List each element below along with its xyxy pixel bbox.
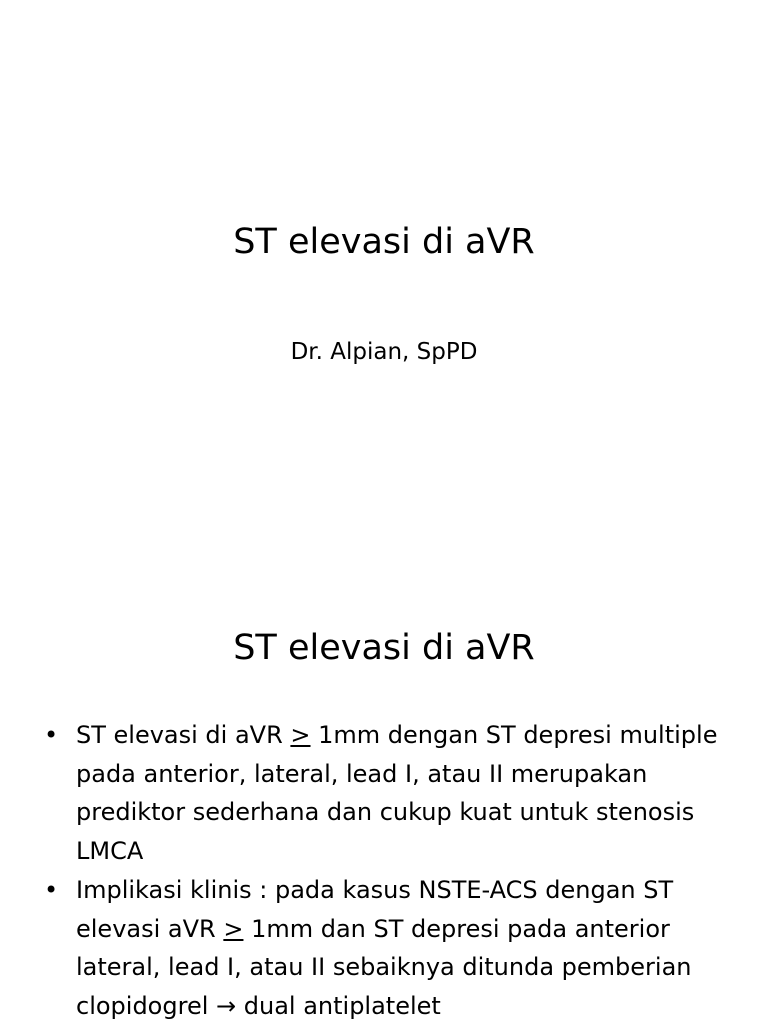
bullet-item-1: [44, 716, 734, 870]
slide-subtitle-author: Dr. Alpian, SpPD: [290, 339, 478, 365]
content-slide: [0, 576, 768, 1024]
bullet-text-start: Implikasi klinis : pada kasus NSTE-ACS dengan ST elevasi aVR: [76, 876, 674, 943]
bullet-text-middle: 1mm dan ST depresi pada anterior lateral, lead I, atau II sebaiknya ditunda pemberian clopidogrel: [76, 914, 692, 1020]
slide-title: ST elevasi di aVR: [233, 222, 535, 262]
bullet-text-start: ST elevasi di aVR: [76, 721, 291, 749]
greater-equal-symbol: >: [290, 721, 311, 749]
bullet-list: [44, 716, 734, 1024]
right-arrow-icon: →: [216, 991, 237, 1020]
slide-title: ST elevasi di aVR: [233, 628, 535, 668]
bullet-dot-icon: •: [44, 721, 59, 749]
bullet-text-end: dual antiplatelet: [236, 991, 441, 1020]
bullet-text-end: 1mm dengan ST depresi multiple pada anterior, lateral, lead I, atau II merupakan prediktor sederhana dan cukup kuat untuk stenosis LMCA: [76, 721, 718, 865]
greater-equal-symbol: >: [223, 914, 244, 943]
bullet-item-2: [44, 871, 734, 1024]
bullet-dot-icon: •: [44, 876, 59, 904]
